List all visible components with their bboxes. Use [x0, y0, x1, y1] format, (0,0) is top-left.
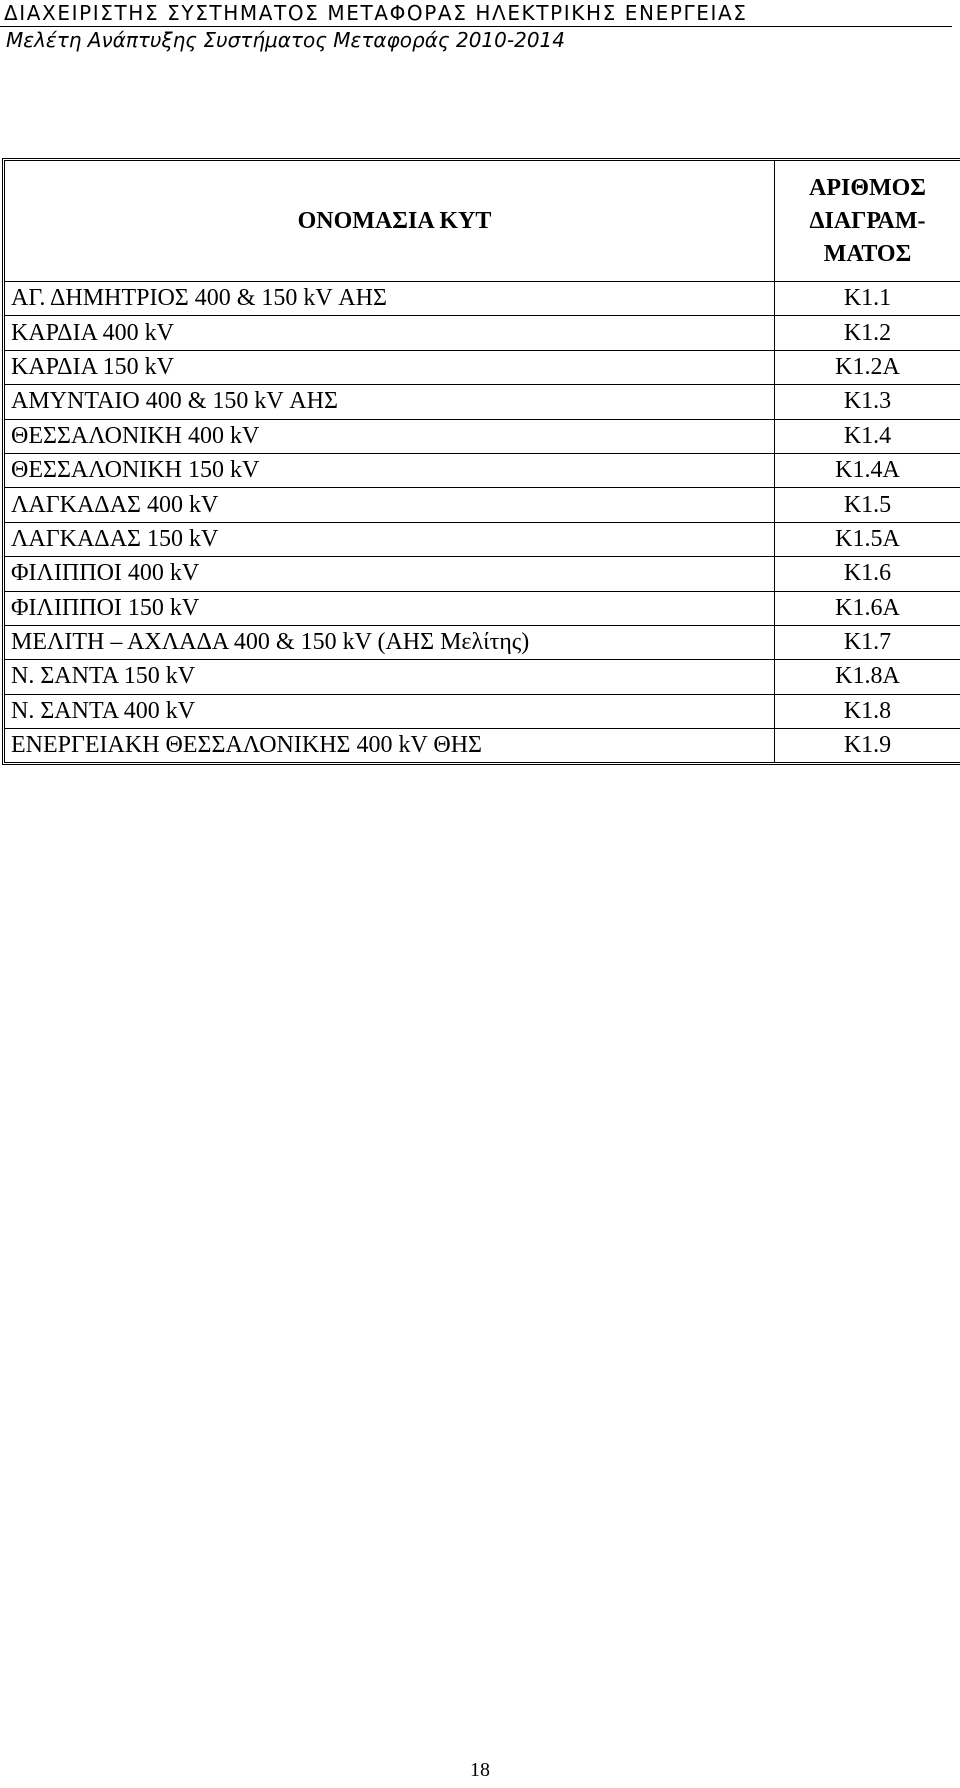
- table-row: [5, 729, 960, 762]
- diagram-number-cell: Κ1.8Α: [775, 660, 960, 694]
- substation-name-cell: ΚΑΡΔΙΑ 150 kV: [5, 351, 775, 385]
- column-header-number-line: ΔΙΑΓΡΑΜ-: [809, 207, 926, 234]
- table-header-row: [5, 161, 960, 282]
- substation-name-cell: ΜΕΛΙΤΗ – ΑΧΛΑΔΑ 400 & 150 kV (ΑΗΣ Μελίτης): [5, 626, 775, 660]
- substation-name-cell: ΦΙΛΙΠΠΟΙ 150 kV: [5, 592, 775, 626]
- diagram-number-cell: Κ1.3: [775, 385, 960, 419]
- substation-name-cell: ΛΑΓΚΑΔΑΣ 150 kV: [5, 523, 775, 557]
- column-header-name: [5, 161, 775, 282]
- substation-name-cell: ΘΕΣΣΑΛΟΝΙΚΗ 400 kV: [5, 420, 775, 454]
- organization-name: ΔΙΑΧΕΙΡΙΣΤΗΣ ΣΥΣΤΗΜΑΤΟΣ ΜΕΤΑΦΟΡΑΣ ΗΛΕΚΤΡΙΚΗΣ ΕΝΕΡΓΕΙΑΣ: [0, 0, 952, 27]
- diagram-number-cell: Κ1.2Α: [775, 351, 960, 385]
- table-row: [5, 592, 960, 626]
- substation-name-cell: ΑΓ. ΔΗΜΗΤΡΙΟΣ 400 & 150 kV ΑΗΣ: [5, 282, 775, 316]
- table-row: [5, 385, 960, 419]
- table-row: [5, 316, 960, 350]
- table-row: [5, 626, 960, 660]
- page-number: 18: [470, 1759, 490, 1781]
- table-row: [5, 351, 960, 385]
- diagram-number-cell: Κ1.6: [775, 557, 960, 591]
- diagram-number-cell: Κ1.1: [775, 282, 960, 316]
- diagram-number-cell: Κ1.5Α: [775, 523, 960, 557]
- table-row: [5, 695, 960, 729]
- table-body: [5, 282, 960, 762]
- substation-name-cell: Ν. ΣΑΝΤΑ 400 kV: [5, 695, 775, 729]
- substation-name-cell: ΘΕΣΣΑΛΟΝΙΚΗ 150 kV: [5, 454, 775, 488]
- document-header: [0, 0, 952, 53]
- substation-name-cell: ΚΑΡΔΙΑ 400 kV: [5, 316, 775, 350]
- diagram-number-cell: Κ1.8: [775, 695, 960, 729]
- column-header-number: [775, 161, 960, 282]
- diagram-number-cell: Κ1.7: [775, 626, 960, 660]
- table-row: [5, 454, 960, 488]
- study-title: Μελέτη Ανάπτυξης Συστήματος Μεταφοράς 2010-2014: [6, 28, 565, 52]
- table-row: [5, 660, 960, 694]
- table-row: [5, 557, 960, 591]
- table-row: [5, 488, 960, 522]
- column-header-number-line: ΜΑΤΟΣ: [823, 240, 912, 267]
- diagram-number-cell: Κ1.5: [775, 488, 960, 522]
- table-row: [5, 420, 960, 454]
- diagram-number-cell: Κ1.9: [843, 732, 892, 759]
- substation-name-cell: ΕΝΕΡΓΕΙΑΚΗ ΘΕΣΣΑΛΟΝΙΚΗΣ 400 kV ΘΗΣ: [5, 729, 775, 762]
- table-row: [5, 523, 960, 557]
- substations-table: [2, 158, 960, 765]
- substation-name-cell: ΛΑΓΚΑΔΑΣ 400 kV: [5, 488, 775, 522]
- substation-name-cell: ΦΙΛΙΠΠΟΙ 400 kV: [5, 557, 775, 591]
- diagram-number-cell: Κ1.6Α: [775, 592, 960, 626]
- substations-table-container: [2, 158, 957, 765]
- diagram-number-cell: Κ1.2: [775, 316, 960, 350]
- substation-name-cell: ΑΜΥΝΤΑΙΟ 400 & 150 kV ΑΗΣ: [5, 385, 775, 419]
- column-header-name-label: ΟΝΟΜΑΣΙΑ ΚΥΤ: [297, 207, 492, 234]
- table-row: [5, 282, 960, 316]
- diagram-number-cell: Κ1.4Α: [775, 454, 960, 488]
- diagram-number-cell: Κ1.4: [775, 420, 960, 454]
- substation-name-cell: Ν. ΣΑΝΤΑ 150 kV: [5, 660, 775, 694]
- column-header-number-line: ΑΡΙΘΜΟΣ: [808, 174, 926, 201]
